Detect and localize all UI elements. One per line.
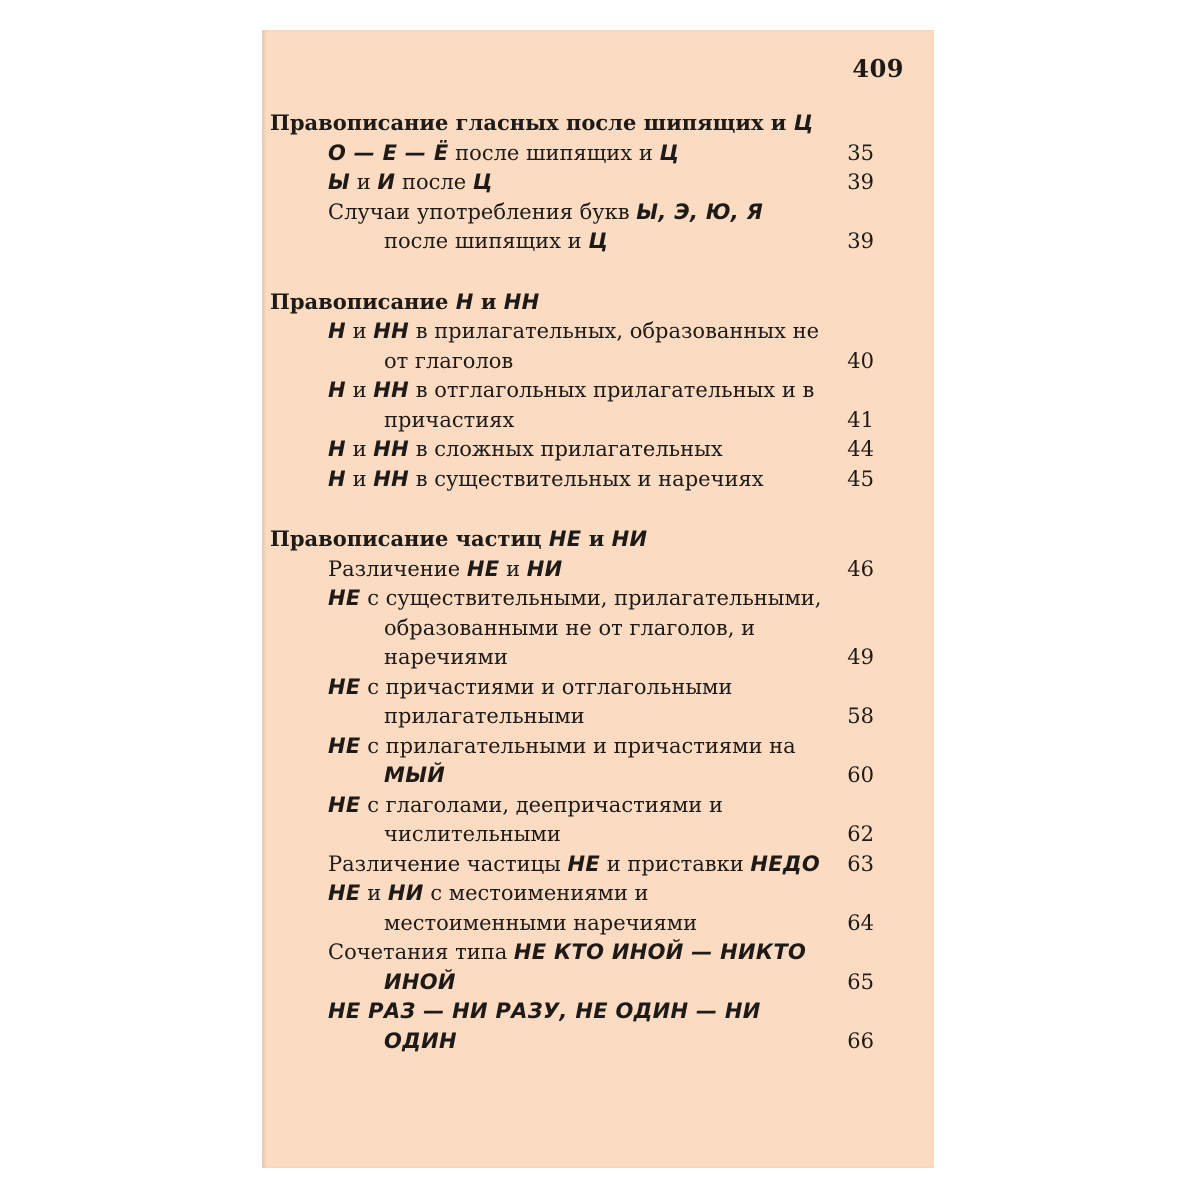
entry-title bbox=[328, 584, 830, 673]
toc-entry bbox=[270, 879, 874, 938]
book-page bbox=[262, 30, 934, 1168]
toc-section bbox=[270, 108, 874, 257]
toc-text: после шипящих и bbox=[384, 199, 770, 253]
keyword-text: НЕДО bbox=[750, 851, 821, 876]
page-number: 409 bbox=[852, 54, 904, 83]
keyword-text: Н bbox=[328, 437, 346, 461]
section-heading bbox=[270, 108, 874, 139]
toc-text: и bbox=[499, 556, 527, 581]
toc-entry bbox=[270, 997, 874, 1056]
keyword-text: Ц bbox=[659, 140, 680, 165]
keyword-text: НЕ bbox=[328, 881, 361, 905]
entry-page-number: 65 bbox=[847, 969, 874, 994]
toc-entry bbox=[270, 168, 874, 198]
entry-title bbox=[328, 791, 830, 850]
keyword-text: Н bbox=[328, 319, 346, 343]
entry-page-number: 45 bbox=[847, 466, 874, 491]
toc-text: Сочетания типа bbox=[328, 940, 514, 964]
toc-text: в отглагольных прилагательных и в причастиях bbox=[384, 378, 822, 432]
toc-entry bbox=[270, 435, 874, 465]
entry-title bbox=[328, 435, 830, 465]
toc-text: и bbox=[345, 437, 374, 461]
keyword-text: НН bbox=[373, 466, 410, 491]
entry-page-number: 49 bbox=[847, 645, 874, 669]
toc-text: и bbox=[473, 288, 504, 314]
keyword-text: И bbox=[377, 170, 396, 194]
entry-title bbox=[328, 168, 830, 198]
entry-page-number: 64 bbox=[847, 910, 874, 935]
entry-page-number: 44 bbox=[847, 437, 874, 461]
toc-entry bbox=[270, 732, 874, 791]
toc-entry bbox=[270, 376, 874, 435]
toc-entry bbox=[270, 938, 874, 997]
entry-page-number: 39 bbox=[847, 170, 874, 194]
entry-page-number: 46 bbox=[847, 556, 874, 581]
entry-title bbox=[328, 732, 830, 791]
keyword-text: Ц bbox=[793, 111, 814, 135]
toc-text: и bbox=[345, 466, 374, 491]
toc-entry bbox=[270, 317, 874, 376]
keyword-text: НН bbox=[373, 437, 410, 461]
entry-page-number: 62 bbox=[847, 822, 874, 846]
entry-title bbox=[328, 317, 830, 376]
toc-text: в прилагательных, образованных не от глаголов bbox=[384, 319, 826, 373]
entry-title bbox=[328, 376, 830, 435]
toc-entry bbox=[270, 555, 874, 585]
keyword-text: Н bbox=[328, 378, 346, 402]
keyword-text: НЕ bbox=[548, 527, 582, 551]
toc-text: и bbox=[581, 526, 612, 551]
keyword-text: О — Е — Ё bbox=[328, 140, 449, 165]
entry-page-number: 63 bbox=[847, 851, 874, 876]
toc-text: с прилагательными и причастиями на bbox=[360, 733, 803, 758]
toc-text: Случаи употребления букв bbox=[328, 199, 637, 224]
section-heading bbox=[270, 287, 874, 318]
keyword-text: НИ bbox=[387, 881, 424, 905]
entry-page-number: 39 bbox=[847, 229, 874, 253]
entry-page-number: 66 bbox=[847, 1028, 874, 1053]
keyword-text: Ц bbox=[472, 170, 493, 194]
toc-entry bbox=[270, 584, 874, 673]
keyword-text: НЕ bbox=[567, 851, 601, 876]
toc-entry bbox=[270, 198, 874, 257]
toc-text: и bbox=[350, 170, 378, 194]
keyword-text: Н bbox=[328, 466, 346, 491]
entry-title bbox=[328, 938, 830, 997]
keyword-text: МЫЙ bbox=[384, 763, 446, 787]
section-heading bbox=[270, 524, 874, 555]
entry-title bbox=[328, 465, 830, 495]
entry-page-number: 35 bbox=[847, 140, 874, 165]
toc-text: Различение частицы bbox=[328, 851, 568, 876]
keyword-text: НЕ КТО ИНОЙ — НИКТО ИНОЙ bbox=[384, 940, 814, 994]
table-of-contents bbox=[270, 108, 874, 1086]
keyword-text: НЕ bbox=[328, 586, 361, 610]
keyword-text: НИ bbox=[611, 527, 648, 551]
toc-text: Различение bbox=[328, 556, 467, 581]
toc-text: и bbox=[345, 319, 374, 343]
toc-entry bbox=[270, 791, 874, 850]
entry-page-number: 58 bbox=[847, 704, 874, 728]
toc-entry bbox=[270, 673, 874, 732]
entry-title bbox=[328, 198, 830, 257]
entry-title bbox=[328, 879, 830, 938]
entry-title bbox=[328, 997, 830, 1056]
toc-text: с глаголами, деепричастиями и числительными bbox=[360, 792, 730, 846]
keyword-text: Ы, Э, Ю, Я bbox=[636, 199, 764, 224]
toc-text: и bbox=[345, 378, 374, 402]
entry-page-number: 40 bbox=[847, 348, 874, 373]
toc-text: после шипящих и bbox=[448, 140, 660, 165]
toc-text: и приставки bbox=[600, 851, 751, 876]
toc-text: и bbox=[360, 881, 388, 905]
keyword-text: НЕ РАЗ — НИ РАЗУ, НЕ ОДИН — НИ ОДИН bbox=[328, 999, 769, 1053]
keyword-text: НЕ bbox=[328, 674, 361, 699]
toc-entry bbox=[270, 139, 874, 169]
keyword-text: Н bbox=[455, 289, 474, 314]
keyword-text: НН bbox=[373, 378, 410, 402]
toc-text: Правописание гласных после шипящих и bbox=[270, 110, 794, 135]
keyword-text: НЕ bbox=[328, 792, 361, 817]
entry-title bbox=[328, 555, 830, 585]
entry-page-number: 41 bbox=[847, 407, 874, 432]
toc-text: в существительных и наречиях bbox=[409, 466, 764, 491]
toc-entry bbox=[270, 850, 874, 880]
toc-entry bbox=[270, 465, 874, 495]
keyword-text: НН bbox=[503, 289, 540, 314]
toc-text: с причастиями и отглагольными прилагательными bbox=[360, 674, 740, 728]
entry-title bbox=[328, 139, 830, 169]
entry-page-number: 60 bbox=[847, 763, 874, 787]
toc-text: с существительными, прилагательными, образованными не от глаголов, и наречиями bbox=[360, 586, 829, 669]
keyword-text: Ы bbox=[328, 170, 351, 194]
keyword-text: НЕ bbox=[466, 556, 500, 581]
keyword-text: Ц bbox=[588, 229, 609, 253]
toc-section bbox=[270, 287, 874, 495]
keyword-text: НЕ bbox=[328, 733, 361, 758]
toc-text: Правописание bbox=[270, 288, 456, 314]
toc-text: Правописание частиц bbox=[270, 526, 549, 551]
entry-title bbox=[328, 850, 830, 880]
toc-text: в сложных прилагательных bbox=[409, 437, 723, 461]
keyword-text: НН bbox=[373, 319, 410, 343]
toc-text: после bbox=[395, 170, 473, 194]
keyword-text: НИ bbox=[526, 556, 563, 581]
entry-title bbox=[328, 673, 830, 732]
toc-section bbox=[270, 524, 874, 1056]
toc-text: с местоимениями и местоименными наречиями bbox=[384, 881, 698, 935]
